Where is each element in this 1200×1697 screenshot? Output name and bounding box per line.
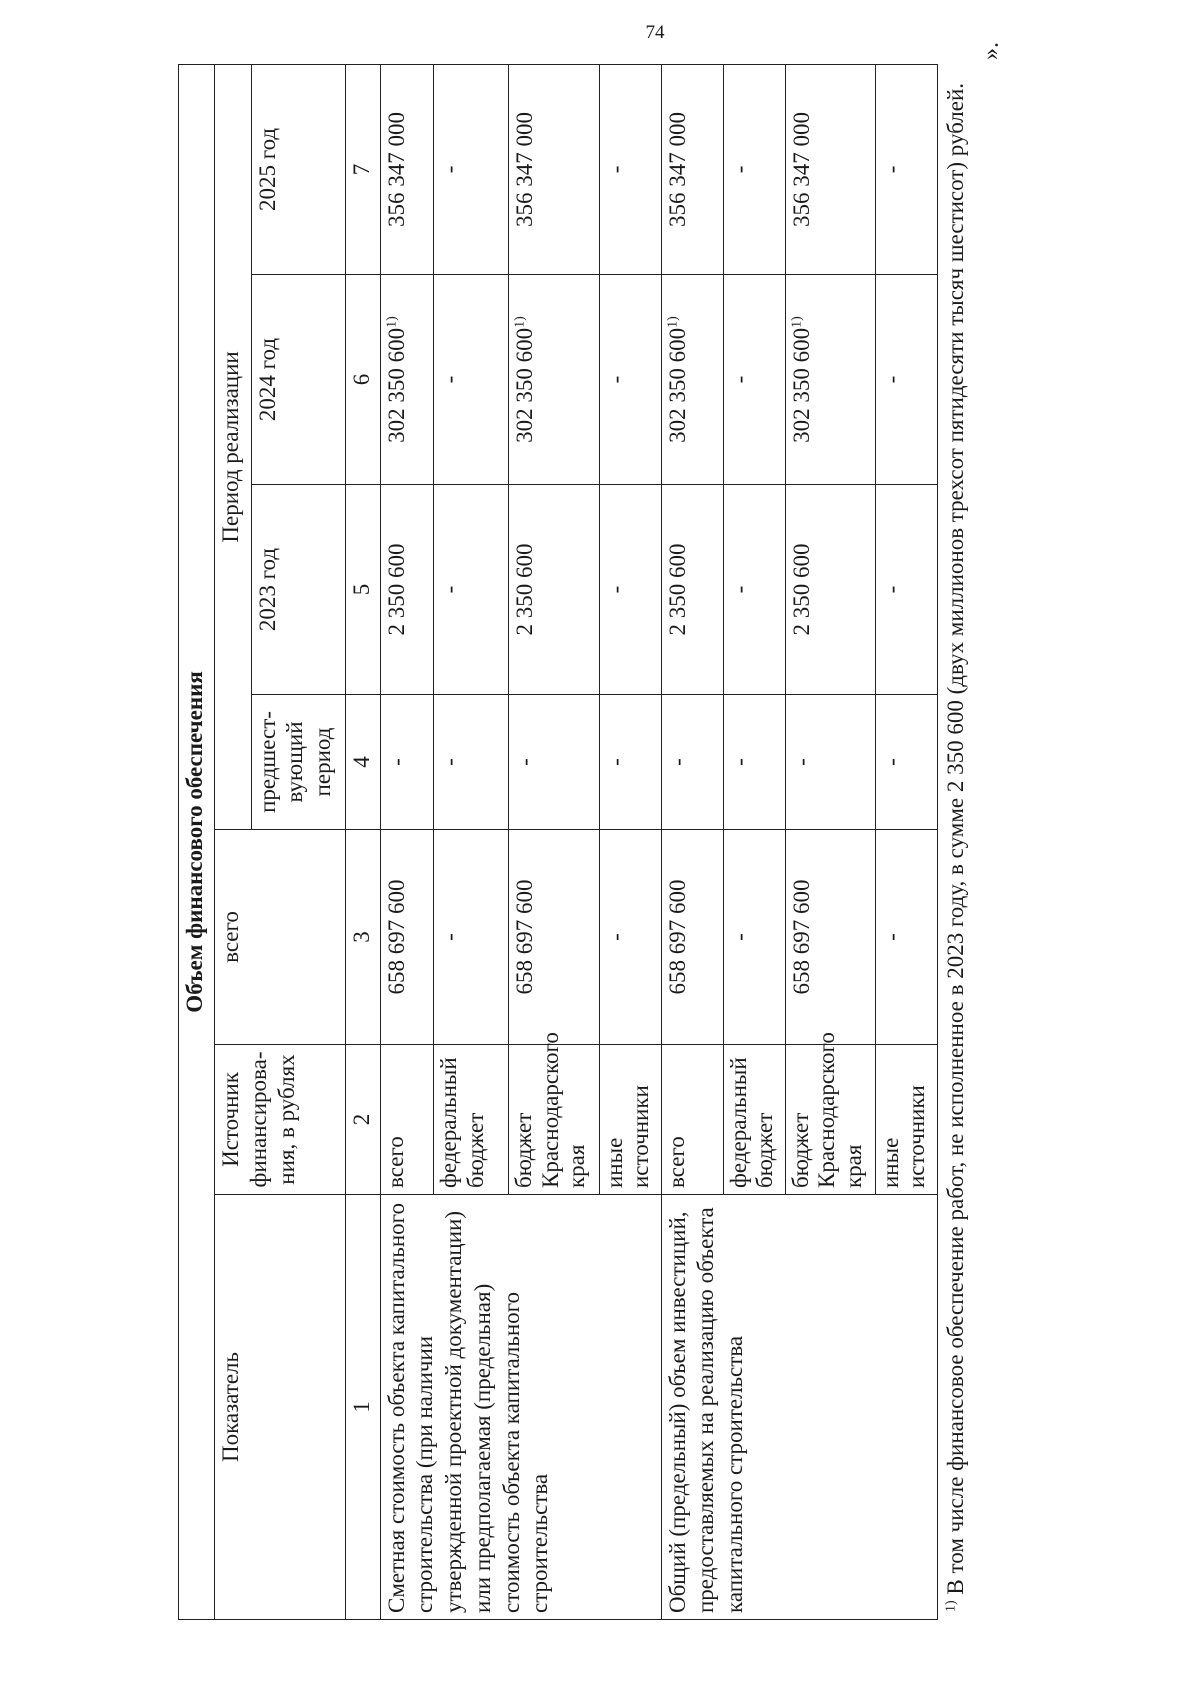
source-cell: всего: [380, 1045, 434, 1195]
source-cell: бюджет Краснодарского края: [509, 1045, 599, 1195]
source-cell: иные источники: [599, 1045, 661, 1195]
column-number: 4: [345, 695, 380, 830]
source-cell: всего: [661, 1045, 723, 1195]
previous-cell: -: [509, 695, 599, 830]
column-number: 1: [345, 1195, 380, 1620]
column-number: 2: [345, 1045, 380, 1195]
previous-cell: -: [380, 695, 434, 830]
footnote-ref: 1): [664, 316, 680, 328]
y2023-cell: -: [434, 485, 509, 695]
header-2023: 2023 год: [251, 485, 345, 695]
total-cell: 658 697 600: [661, 830, 723, 1045]
y2025-cell: -: [723, 64, 785, 274]
footnote: [940, 65, 971, 1620]
footnote-ref: 1): [512, 316, 528, 328]
source-cell: федеральный бюджет: [434, 1045, 509, 1195]
footnote-text: В том числе финансовое обеспечение работ, не исполненное в 2023 году, в сумме 2 350 600 (двух миллионов трехсот пятидесяти тысяч шестисот) рублей.: [943, 82, 968, 1601]
previous-cell: -: [434, 695, 509, 830]
y2025-cell: -: [599, 64, 661, 274]
table-row: [380, 64, 434, 1619]
header-previous-period: предшест-вующий период: [251, 695, 345, 830]
y2024-cell: 302 350 600$^{1)}$: [785, 275, 875, 485]
page-number: 74: [645, 22, 665, 43]
table-title: Объем финансового обеспечения: [179, 64, 215, 1619]
financing-table: [178, 64, 938, 1620]
rotated-sheet: [178, 20, 1138, 1620]
y2023-cell: -: [599, 485, 661, 695]
y2023-cell: 2 350 600: [509, 485, 599, 695]
previous-cell: -: [785, 695, 875, 830]
indicator-total-investment: Общий (предельный) объем инвестиций, предоставляемых на реализацию объекта капитального строительства: [661, 1195, 937, 1620]
column-number: 7: [345, 64, 380, 274]
column-number: 6: [345, 275, 380, 485]
y2025-cell: 356 347 000: [380, 64, 434, 274]
header-indicator: Показатель: [215, 1195, 345, 1620]
y2025-cell: -: [875, 64, 937, 274]
source-cell: бюджет Краснодарского края: [785, 1045, 875, 1195]
header-2025: 2025 год: [251, 64, 345, 274]
y2023-cell: 2 350 600: [785, 485, 875, 695]
column-number: 5: [345, 485, 380, 695]
total-cell: 658 697 600: [380, 830, 434, 1045]
table-row: [661, 64, 723, 1619]
footnote-ref: 1): [384, 316, 400, 328]
y2023-cell: 2 350 600: [380, 485, 434, 695]
column-number: 3: [345, 830, 380, 1045]
total-cell: -: [599, 830, 661, 1045]
y2023-cell: 2 350 600: [661, 485, 723, 695]
total-cell: -: [434, 830, 509, 1045]
previous-cell: -: [875, 695, 937, 830]
total-cell: 658 697 600: [509, 830, 599, 1045]
y2025-cell: 356 347 000: [785, 64, 875, 274]
y2024-cell: -: [599, 275, 661, 485]
y2024-cell: 302 350 600$^{1)}$: [661, 275, 723, 485]
header-total: всего: [215, 830, 345, 1045]
total-cell: 658 697 600: [785, 830, 875, 1045]
total-cell: -: [875, 830, 937, 1045]
header-period: Период реализации: [215, 64, 251, 829]
source-cell: федеральный бюджет: [723, 1045, 785, 1195]
y2023-cell: -: [875, 485, 937, 695]
y2025-cell: 356 347 000: [509, 64, 599, 274]
y2024-cell: 302 350 600$^{1)}$: [380, 275, 434, 485]
y2025-cell: 356 347 000: [661, 64, 723, 274]
previous-cell: -: [661, 695, 723, 830]
closing-quote: ».: [978, 42, 1004, 60]
y2025-cell: -: [434, 64, 509, 274]
previous-cell: -: [723, 695, 785, 830]
previous-cell: -: [599, 695, 661, 830]
y2024-cell: -: [875, 275, 937, 485]
total-cell: -: [723, 830, 785, 1045]
y2024-cell: -: [723, 275, 785, 485]
footnote-mark: 1): [943, 1600, 959, 1612]
header-source: Источник финансирова-ния, в рублях: [215, 1045, 345, 1195]
footnote-ref: 1): [788, 316, 804, 328]
y2024-cell: 302 350 600$^{1)}$: [509, 275, 599, 485]
y2024-cell: -: [434, 275, 509, 485]
y2023-cell: -: [723, 485, 785, 695]
header-2024: 2024 год: [251, 275, 345, 485]
column-numbers-row: [345, 64, 380, 1619]
indicator-estimated-cost: Сметная стоимость объекта капитального строительства (при наличии утвержденной проектной документации) или предполагаемая (предельная) стоимость объекта капитального строительства: [380, 1195, 661, 1620]
source-cell: иные источники: [875, 1045, 937, 1195]
